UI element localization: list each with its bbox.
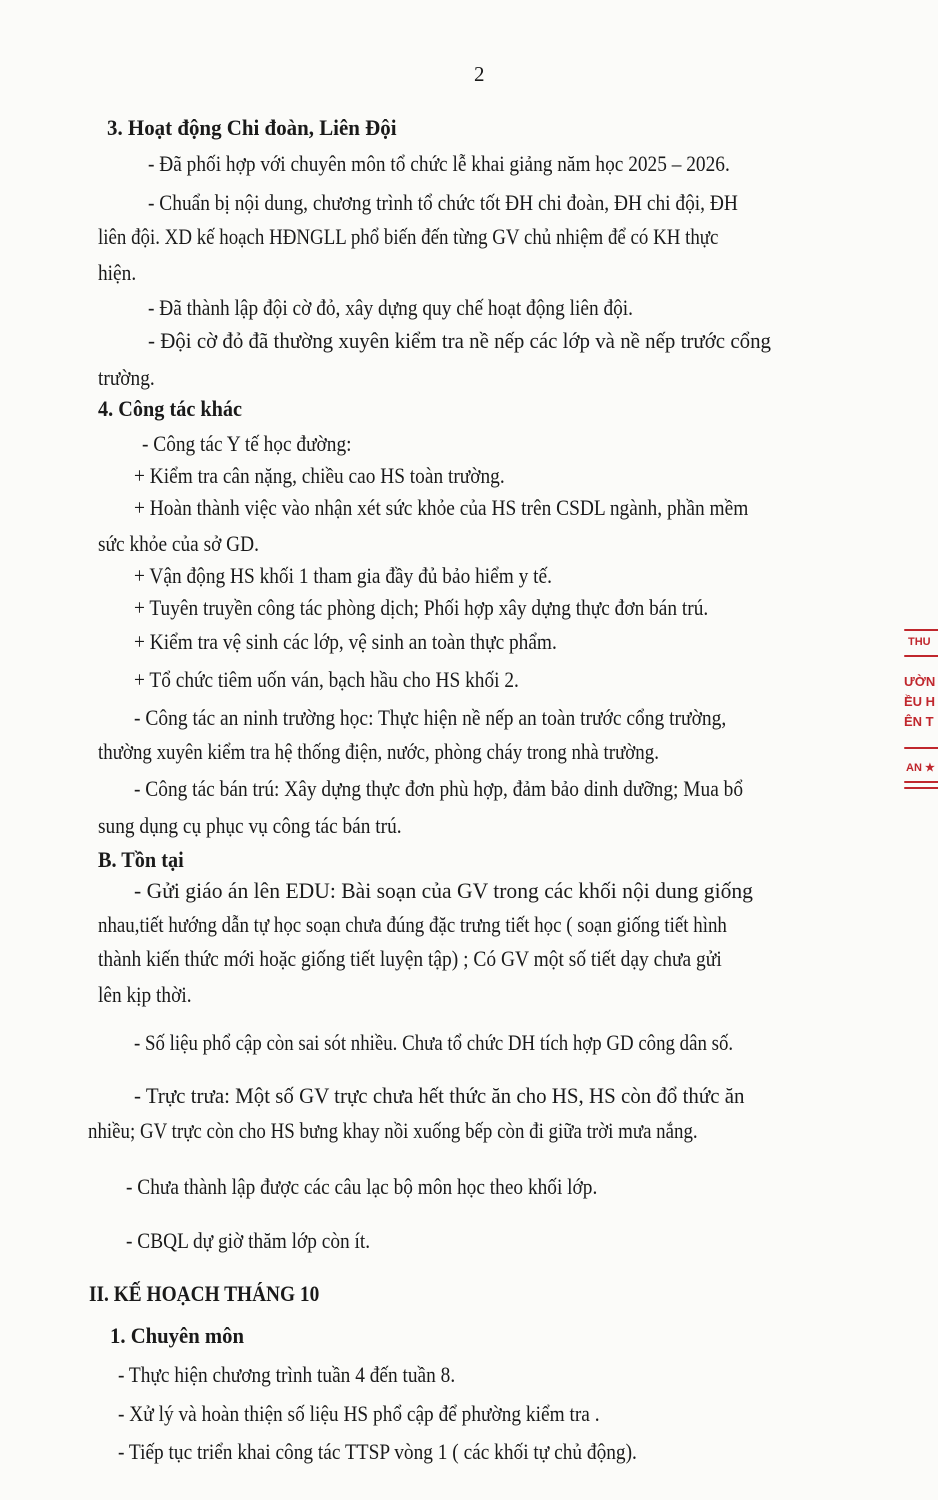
stamp-text: AN ★: [906, 762, 935, 774]
text-line: - Chuẩn bị nội dung, chương trình tổ chức tốt ĐH chi đoàn, ĐH chi đội, ĐH: [148, 190, 738, 215]
text-line: nhiều; GV trực còn cho HS bưng khay nồi xuống bếp còn đi giữa trời mưa nắng.: [88, 1118, 698, 1143]
text-line: - Gửi giáo án lên EDU: Bài soạn của GV trong các khối nội dung giống: [134, 878, 753, 903]
text-line: + Vận động HS khối 1 tham gia đầy đủ bảo hiểm y tế.: [134, 563, 552, 588]
section-heading: 1. Chuyên môn: [110, 1323, 245, 1348]
text-line: liên đội. XD kế hoạch HĐNGLL phổ biến đến từng GV chủ nhiệm để có KH thực: [98, 224, 719, 249]
stamp-text: ỀU H: [904, 694, 936, 709]
text-line: - Công tác an ninh trường học: Thực hiện nề nếp an toàn trước cổng trường,: [134, 705, 727, 730]
text-line: trường.: [98, 365, 155, 390]
text-line: - Đã phối hợp với chuyên môn tổ chức lễ khai giảng năm học 2025 – 2026.: [148, 151, 730, 176]
stamp-arc: [904, 781, 938, 783]
text-line: sung dụng cụ phục vụ công tác bán trú.: [98, 813, 402, 838]
text-line: - Chưa thành lập được các câu lạc bộ môn học theo khối lớp.: [126, 1174, 598, 1199]
text-line: + Kiểm tra vệ sinh các lớp, vệ sinh an toàn thực phẩm.: [134, 629, 557, 654]
text-line: + Tổ chức tiêm uốn ván, bạch hầu cho HS khối 2.: [134, 667, 519, 692]
stamp-arc: [904, 629, 938, 631]
section-heading: 3. Hoạt động Chi đoàn, Liên Đội: [107, 115, 397, 140]
stamp-arc: [904, 787, 938, 789]
text-line: - Đội cờ đỏ đã thường xuyên kiểm tra nề nếp các lớp và nề nếp trước cổng: [148, 328, 772, 353]
red-seal-stamp: [896, 615, 938, 805]
stamp-text: THU: [908, 636, 931, 648]
text-line: + Hoàn thành việc vào nhận xét sức khỏe của HS trên CSDL ngành, phần mềm: [134, 495, 749, 520]
text-line: - Đã thành lập đội cờ đỏ, xây dựng quy chế hoạt động liên đội.: [148, 295, 634, 320]
text-line: lên kịp thời.: [98, 982, 192, 1007]
text-line: - Số liệu phổ cập còn sai sót nhiều. Chưa tổ chức DH tích hợp GD công dân số.: [134, 1030, 734, 1055]
stamp-arc: [904, 655, 938, 657]
text-line: - Trực trưa: Một số GV trực chưa hết thức ăn cho HS, HS còn đổ thức ăn: [134, 1083, 745, 1108]
stamp-arc: [904, 747, 938, 749]
text-line: - CBQL dự giờ thăm lớp còn ít.: [126, 1228, 371, 1253]
text-line: hiện.: [98, 260, 137, 285]
text-line: - Công tác Y tế học đường:: [142, 431, 352, 456]
text-line: - Công tác bán trú: Xây dựng thực đơn phù hợp, đảm bảo dinh dưỡng; Mua bổ: [134, 776, 744, 801]
text-line: nhau,tiết hướng dẫn tự học soạn chưa đúng đặc trưng tiết học ( soạn giống tiết hình: [98, 912, 727, 937]
text-line: - Thực hiện chương trình tuần 4 đến tuần 8.: [118, 1362, 456, 1387]
section-heading: 4. Công tác khác: [98, 396, 243, 421]
text-line: + Tuyên truyền công tác phòng dịch; Phối hợp xây dựng thực đơn bán trú.: [134, 595, 709, 620]
stamp-text: ƯỜN: [904, 674, 936, 689]
section-heading: B. Tồn tại: [98, 847, 184, 872]
section-heading: II. KẾ HOẠCH THÁNG 10: [89, 1281, 320, 1306]
text-line: thường xuyên kiểm tra hệ thống điện, nước, phòng cháy trong nhà trường.: [98, 739, 659, 764]
text-line: + Kiểm tra cân nặng, chiều cao HS toàn trường.: [134, 463, 505, 488]
page-number: 2: [474, 62, 485, 86]
text-line: thành kiến thức mới hoặc giống tiết luyện tập) ; Có GV một số tiết dạy chưa gửi: [98, 946, 722, 971]
stamp-text: ÊN T: [904, 714, 934, 729]
text-line: - Xử lý và hoàn thiện số liệu HS phổ cập để phường kiểm tra .: [118, 1401, 600, 1426]
text-line: - Tiếp tục triển khai công tác TTSP vòng 1 ( các khối tự chủ động).: [118, 1439, 637, 1464]
text-line: sức khỏe của sở GD.: [98, 531, 259, 556]
